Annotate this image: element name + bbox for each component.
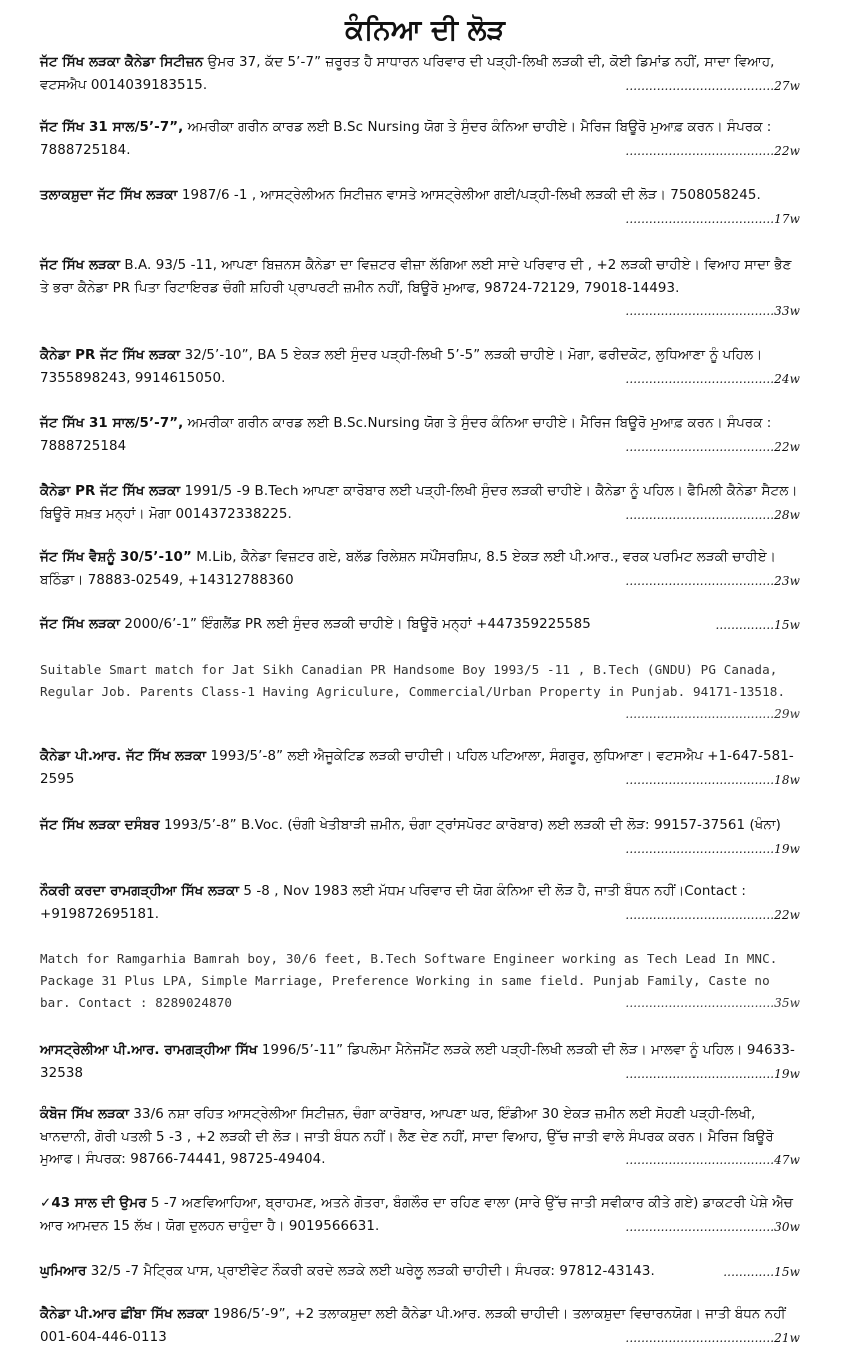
- ad-lead: ਘੁਮਿਆਰ: [40, 1264, 87, 1279]
- ad-ref: ......................................47w: [625, 1153, 800, 1167]
- ad-body: B.A. 93/5 -11, ਆਪਣਾ ਬਿਜ਼ਨਸ ਕੈਨੇਡਾ ਦਾ ਵਿਜ਼ਟਰ ਵੀਜ਼ਾ ਲੱਗਿਆ ਲਈ ਸਾਦੇ ਪਰਿਵਾਰ ਦੀ , +2 ਲੜਕੀ ਚਾਹੀਏ। ਵਿਆਹ ਸਾਦਾ ਭੈਣ ਤੇ ਭਰਾ ਕੈਨੇਡਾ PR ਪਿਤਾ ਰਿਟਾਇਰਡ ਚੰਗੀ ਸ਼ਹਿਰੀ ਪ੍ਰਾਪਰਟੀ ਜ਼ਮੀਨ ਨਹੀਂ, ਬਿਊਰੋ ਮੁਆਫ, 98724-72129, 79018-14493.: [40, 258, 792, 296]
- ad-body: 1993/5’-8” B.Voc. (ਚੰਗੀ ਖੇਤੀਬਾੜੀ ਜ਼ਮੀਨ, ਚੰਗਾ ਟ੍ਰਾਂਸਪੋਰਟ ਕਾਰੋਬਾਰ) ਲਈ ਲੜਕੀ ਦੀ ਲੋੜ: 99157-37561 (ਖੰਨਾ): [159, 818, 781, 833]
- ad-body: 2000/6’-1” ਇੰਗਲੈਂਡ PR ਲਈ ਸੁੰਦਰ ਲੜਕੀ ਚਾਹੀਏ। ਬਿਊਰੋ ਮਨ੍ਹਾਂ +447359225585: [120, 617, 591, 632]
- ad-lead: ਜੱਟ ਸਿੱਖ ਲੜਕਾ: [40, 258, 121, 273]
- ad-body: 5 -8 , Nov 1983 ਲਈ ਮੱਧਮ ਪਰਿਵਾਰ ਦੀ ਯੋਗ ਕੰਨਿਆ ਦੀ ਲੋੜ ਹੈ, ਜਾਤੀ ਬੰਧਨ ਨਹੀਂ।Contact : +919872695181.: [40, 884, 746, 922]
- ad-lead: ਨੌਕਰੀ ਕਰਦਾ ਰਾਮਗੜ੍ਹੀਆ ਸਿੱਖ ਲੜਕਾ: [40, 884, 240, 899]
- ad-lead: ਜੱਟ ਸਿੱਖ ਲੜਕਾ ਦਸੰਬਰ: [40, 818, 160, 833]
- ad-ref: ......................................17w: [625, 211, 800, 226]
- ad-lead: ਕੈਨੇਡਾ ਪੀ.ਆਰ. ਜੱਟ ਸਿੱਖ ਲੜਕਾ: [40, 749, 207, 764]
- ad-entry: [40, 746, 800, 791]
- ad-entry: [40, 614, 800, 637]
- ad-ref: ......................................21w: [625, 1330, 800, 1345]
- ad-ref: ......................................35w: [625, 996, 800, 1010]
- ad-ref: ......................................33w: [625, 304, 800, 318]
- ad-body: 1993/5’-8” ਲਈ ਐਜੂਕੇਟਿਡ ਲੜਕੀ ਚਾਹੀਦੀ। ਪਹਿਲ ਪਟਿਆਲਾ, ਸੰਗਰੂਰ, ਲੁਧਿਆਣਾ। ਵਟਸਐਪ +1-647-581-2595: [40, 749, 794, 787]
- ad-ref: .............15w: [723, 1265, 800, 1279]
- ad-ref: ...............15w: [715, 618, 800, 632]
- ad-entry: [40, 255, 800, 323]
- ad-body: ਉਮਰ 37, ਕੱਦ 5’-7” ਜ਼ਰੂਰਤ ਹੈ ਸਾਧਾਰਨ ਪਰਿਵਾਰ ਦੀ ਪੜ੍ਹੀ-ਲਿਖੀ ਲੜਕੀ ਦੀ, ਕੋਈ ਡਿਮਾਂਡ ਨਹੀਂ, ਸਾਦਾ ਵਿਆਹ, ਵਟਸਐਪ 0014039183515.: [40, 55, 775, 93]
- ad-body: ਅਮਰੀਕਾ ਗਰੀਨ ਕਾਰਡ ਲਈ B.Sc Nursing ਯੋਗ ਤੇ ਸੁੰਦਰ ਕੰਨਿਆ ਚਾਹੀਏ। ਮੈਰਿਜ ਬਿਊਰੋ ਮੁਆਫ਼ ਕਰਨ। ਸੰਪਰਕ : 7888725184.: [40, 120, 772, 158]
- ad-body: ਅਮਰੀਕਾ ਗਰੀਨ ਕਾਰਡ ਲਈ B.Sc.Nursing ਯੋਗ ਤੇ ਸੁੰਦਰ ਕੰਨਿਆ ਚਾਹੀਏ। ਮੈਰਿਜ ਬਿਊਰੋ ਮੁਆਫ਼ ਕਰਨ। ਸੰਪਰਕ : 7888725184: [40, 416, 772, 454]
- ad-lead: ਕੈਨੇਡਾ ਪੀ.ਆਰ ਛੀਂਬਾ ਸਿੱਖ ਲੜਕਾ: [40, 1307, 209, 1322]
- page-title: ਕੰਨਿਆ ਦੀ ਲੋੜ: [345, 13, 505, 46]
- ad-lead: ਜੱਟ ਸਿੱਖ 31 ਸਾਲ/5’-7”,: [40, 120, 184, 135]
- ad-ref: ......................................18w: [625, 772, 800, 787]
- ad-ref: ......................................22w: [625, 143, 800, 158]
- ad-lead: ਜੱਟ ਸਿੱਖ 31 ਸਾਲ/5’-7”,: [40, 416, 184, 431]
- ad-ref: ......................................23w: [625, 573, 800, 588]
- ad-ref: ......................................27w: [625, 78, 800, 93]
- ad-ref: ......................................22w: [625, 907, 800, 922]
- ad-body: 1996/5’-11” ਡਿਪਲੋਮਾ ਮੈਨੇਜਮੈਂਟ ਲੜਕੇ ਲਈ ਪੜ੍ਹੀ-ਲਿਖੀ ਲੜਕੀ ਦੀ ਲੋੜ। ਮਾਲਵਾ ਨੂੰ ਪਹਿਲ। 94633-32538: [40, 1043, 795, 1081]
- ad-lead: ਤਲਾਕਸ਼ੁਦਾ ਜੱਟ ਸਿੱਖ ਲੜਕਾ: [40, 188, 178, 203]
- ad-lead: ਜੱਟ ਸਿੱਖ ਵੈਸ਼ਨੂੰ 30/5’-10”: [40, 550, 192, 565]
- ad-body: M.Lib, ਕੈਨੇਡਾ ਵਿਜ਼ਟਰ ਗਏ, ਬਲੱਡ ਰਿਲੇਸ਼ਨ ਸਪੌਂਸਰਸ਼ਿਪ, 8.5 ਏਕੜ ਲਈ ਪੀ.ਆਰ., ਵਰਕ ਪਰਮਿਟ ਲੜਕੀ ਚਾਹੀਏ। ਬਠਿੰਡਾ। 78883-02549, +14312788360: [40, 550, 776, 588]
- ad-body: 1987/6 -1 , ਆਸਟ੍ਰੇਲੀਅਨ ਸਿਟੀਜ਼ਨ ਵਾਸਤੇ ਆਸਟ੍ਰੇਲੀਆ ਗਈ/ਪੜ੍ਹੀ-ਲਿਖੀ ਲੜਕੀ ਦੀ ਲੋੜ। 7508058245.: [177, 188, 761, 203]
- ad-ref: ......................................24w: [625, 371, 800, 386]
- ad-body: 32/5 -7 ਮੈਟ੍ਰਿਕ ਪਾਸ, ਪ੍ਰਾਈਵੇਟ ਨੌਕਰੀ ਕਰਦੇ ਲੜਕੇ ਲਈ ਘਰੇਲੂ ਲੜਕੀ ਚਾਹੀਦੀ। ਸੰਪਰਕ: 97812-43143.: [86, 1264, 655, 1279]
- ad-body: 1986/5’-9”, +2 ਤਲਾਕਸ਼ੁਦਾ ਲਈ ਕੈਨੇਡਾ ਪੀ.ਆਰ. ਲੜਕੀ ਚਾਹੀਦੀ। ਤਲਾਕਸ਼ੁਦਾ ਵਿਚਾਰਨਯੋਗ। ਜਾਤੀ ਬੰਧਨ ਨਹੀਂ 001-604-446-0113: [40, 1307, 786, 1345]
- ad-lead: ਆਸਟ੍ਰੇਲੀਆ ਪੀ.ਆਰ. ਰਾਮਗੜ੍ਹੀਆ ਸਿੱਖ: [40, 1043, 258, 1058]
- ad-entry: [40, 1040, 800, 1085]
- ad-body: Suitable Smart match for Jat Sikh Canadian PR Handsome Boy 1993/5 -11 , B.Tech (GNDU) PG Canada, Regular Job. Parents Class-1 Having Agriculure, Commercial/Urban Property in Punjab. 94171-13518.: [40, 662, 786, 699]
- ad-lead: ਕੈਨੇਡਾ PR ਜੱਟ ਸਿੱਖ ਲੜਕਾ: [40, 348, 181, 363]
- ad-body: Match for Ramgarhia Bamrah boy, 30/6 feet, B.Tech Software Engineer working as Tech Lead In MNC. Package 31 Plus LPA, Simple Marriage, Preference Working in same field. Punjab Family, Caste no bar. Contact : 8289024870: [40, 951, 778, 1010]
- ad-entry: [40, 547, 800, 592]
- ad-ref: ......................................30w: [625, 1219, 800, 1234]
- ad-entry: [40, 413, 800, 458]
- ad-lead: ਜੱਟ ਸਿੱਖ ਲੜਕਾ: [40, 617, 121, 632]
- ad-body: 32/5’-10”, BA 5 ਏਕੜ ਲਈ ਸੁੰਦਰ ਪੜ੍ਹੀ-ਲਿਖੀ 5’-5” ਲੜਕੀ ਚਾਹੀਏ। ਮੋਗਾ, ਫਰੀਦਕੋਟ, ਲੁਧਿਆਣਾ ਨੂੰ ਪਹਿਲ। 7355898243, 9914615050.: [40, 348, 763, 386]
- ad-entry: [40, 659, 800, 725]
- ad-lead: ✓43 ਸਾਲ ਦੀ ਉਮਰ: [40, 1196, 147, 1211]
- ad-entry: [40, 52, 800, 97]
- ad-entry: [40, 1304, 800, 1349]
- ad-lead: ਜੱਟ ਸਿੱਖ ਲੜਕਾ ਕੈਨੇਡਾ ਸਿਟੀਜ਼ਨ: [40, 55, 204, 70]
- ad-entry: [40, 881, 800, 926]
- ad-ref: ......................................29w: [625, 707, 800, 721]
- ad-ref: ......................................19w: [625, 841, 800, 856]
- ad-entry: [40, 185, 800, 230]
- ad-entry: [40, 815, 800, 860]
- ad-entry: [40, 117, 800, 162]
- ad-entry: [40, 481, 800, 526]
- ad-ref: ......................................19w: [625, 1066, 800, 1081]
- ad-ref: ......................................22w: [625, 439, 800, 454]
- ad-entry: [40, 1104, 800, 1172]
- ad-body: 5 -7 ਅਣਵਿਆਹਿਆ, ਬ੍ਰਾਹਮਣ, ਅਤਨੇ ਗੋਤਰਾ, ਬੰਗਲੌਰ ਦਾ ਰਹਿਣ ਵਾਲਾ (ਸਾਰੇ ਉੱਚ ਜਾਤੀ ਸਵੀਕਾਰ ਕੀਤੇ ਗਏ) ਡਾਕਟਰੀ ਪੇਸ਼ੇ ਐਚ ਆਰ ਆਮਦਨ 15 ਲੱਖ। ਯੋਗ ਦੁਲਹਨ ਚਾਹੁੰਦਾ ਹੈ। 9019566631.: [40, 1196, 793, 1234]
- ad-entry: [40, 948, 800, 1014]
- ad-entry: [40, 345, 800, 390]
- ad-lead: ਕੈਨੇਡਾ PR ਜੱਟ ਸਿੱਖ ਲੜਕਾ: [40, 484, 181, 499]
- ad-ref: ......................................28w: [625, 507, 800, 522]
- ad-lead: ਕੰਬੋਜ ਸਿੱਖ ਲੜਕਾ: [40, 1107, 130, 1122]
- ad-body: 33/6 ਨਸ਼ਾ ਰਹਿਤ ਆਸਟ੍ਰੇਲੀਆ ਸਿਟੀਜ਼ਨ, ਚੰਗਾ ਕਾਰੋਬਾਰ, ਆਪਣਾ ਘਰ, ਇੰਡੀਆ 30 ਏਕੜ ਜ਼ਮੀਨ ਲਈ ਸੋਹਣੀ ਪੜ੍ਹੀ-ਲਿਖੀ, ਖਾਨਦਾਨੀ, ਗੋਰੀ ਪਤਲੀ 5 -3 , +2 ਲੜਕੀ ਦੀ ਲੋੜ। ਜਾਤੀ ਬੰਧਨ ਨਹੀਂ। ਲੈਣ ਦੇਣ ਨਹੀਂ, ਸਾਦਾ ਵਿਆਹ, ਉੱਚ ਜਾਤੀ ਵਾਲੇ ਸੰਪਰਕ ਕਰਨ। ਮੈਰਿਜ ਬਿਊਰੋ ਮੁਆਫ। ਸੰਪਰਕ: 98766-74441, 98725-49404.: [40, 1107, 774, 1167]
- ad-entry: [40, 1261, 800, 1284]
- ad-body: 1991/5 -9 B.Tech ਆਪਣਾ ਕਾਰੋਬਾਰ ਲਈ ਪੜ੍ਹੀ-ਲਿਖੀ ਸੁੰਦਰ ਲੜਕੀ ਚਾਹੀਏ। ਕੈਨੇਡਾ ਨੂੰ ਪਹਿਲ। ਫੈਮਿਲੀ ਕੈਨੇਡਾ ਸੈਟਲ। ਬਿਊਰੋ ਸਖ਼ਤ ਮਨ੍ਹਾਂ। ਮੋਗਾ 0014372338225.: [40, 484, 798, 522]
- ad-entry: [40, 1193, 800, 1238]
